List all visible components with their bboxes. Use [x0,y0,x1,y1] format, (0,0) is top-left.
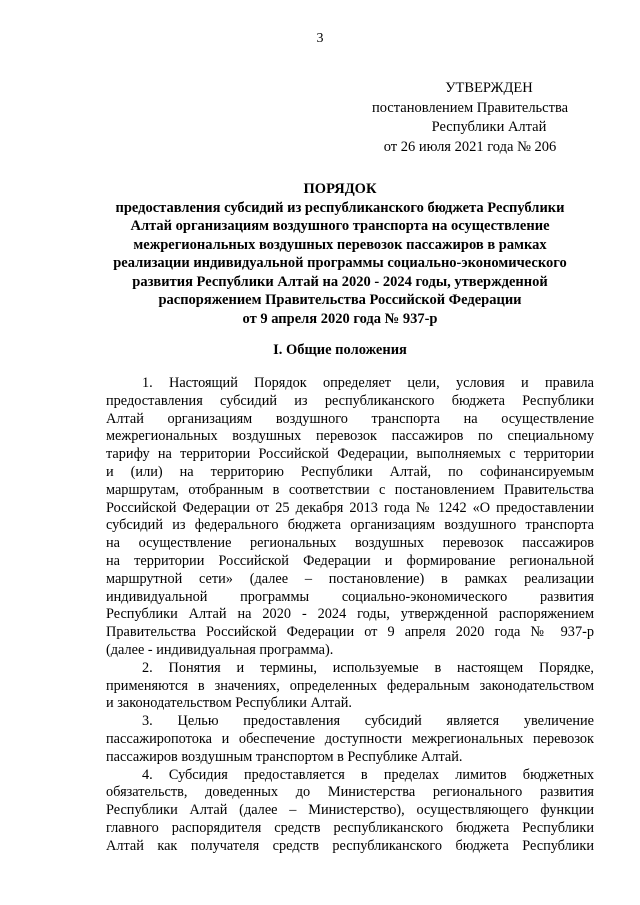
text-line: межрегиональных воздушных перевозок пассажиров по специальному [106,428,594,445]
approval-line-3: от 26 июля 2021 года № 206 [383,138,557,155]
title-line: развития Республики Алтай на 2020 - 2024 годы, утвержденной [132,273,548,290]
text-line: на территории Российской Федерации и формирование региональной [106,552,594,569]
text-line: тарифу на территории Российской Федерации, выполняемых с территории [106,446,594,463]
title-line: Алтай организациям воздушного транспорта на осуществление [130,218,550,234]
title-line: реализации индивидуальной программы социально-экономического [113,255,567,271]
approval-stamp-block [340,79,600,157]
text-line: Республики Алтай (далее – Министерство), осуществляющего функции [106,802,594,819]
approval-status: УТВЕРЖДЕН [445,80,533,96]
text-line: 2. Понятия и термины, используемые в настоящем Порядке, [142,659,594,676]
text-line: маршрутам, отобранным в соответствии с постановлением Правительства [106,481,594,498]
text-line: (далее - индивидуальная программа). [106,641,334,658]
text-line: Алтай как получателя средств республиканского бюджета Республики [106,837,594,854]
title-line: межрегиональных воздушных перевозок пассажиров в рамках [133,236,547,253]
paragraph-2 [106,660,594,713]
text-line: и законодательством Республики Алтай. [106,695,352,712]
paragraph-4 [106,767,594,856]
text-line: субсидий из федерального бюджета организациям воздушного транспорта [106,517,594,534]
text-line: и (или) на территорию Республики Алтай, по софинансируемым [106,463,594,480]
body-text [106,375,594,856]
text-line: пассажиров воздушным транспортом в Республике Алтай. [106,748,463,765]
title-line: распоряжением Правительства Российской Федерации [158,292,522,308]
text-line: 4. Субсидия предоставляется в пределах лимитов бюджетных [142,766,594,783]
approval-line-2: Республики Алтай [431,119,547,135]
paragraph-1 [106,375,594,660]
title-line: предоставления субсидий из республиканского бюджета Республики [115,199,565,216]
text-line: пассажиропотока и обеспечение доступности межрегиональных перевозок [106,730,594,747]
page-number: 3 [316,31,324,46]
text-line: Правительства Российской Федерации от 9 апреля 2020 года № 937-р [106,624,594,641]
text-line: главного распорядителя средств республиканского бюджета Республики [106,819,594,836]
text-line: на осуществление региональных воздушных перевозок пассажиров [106,535,594,552]
text-line: применяются в значениях, определенных федеральным законодательством [106,677,594,694]
text-line: обязательств, доведенных до Министерства регионального развития [106,784,594,801]
title-line: от 9 апреля 2020 года № 937-р [242,310,438,327]
approval-line-1: постановлением Правительства [371,99,569,116]
document-title [70,180,610,328]
title-word: ПОРЯДОК [303,181,377,197]
text-line: 3. Целью предоставления субсидий является увеличение [142,713,594,730]
text-line: Республики Алтай на 2020 - 2024 годы, утвержденной распоряжением [106,606,594,623]
paragraph-3 [106,713,594,766]
section-heading: I. Общие положения [273,342,407,358]
text-line: Российской Федерации от 25 декабря 2013 года № 1242 «О предоставлении [106,499,594,516]
text-line: Алтай организациям воздушного транспорта на осуществление [106,410,594,427]
text-line: 1. Настоящий Порядок определяет цели, условия и правила [142,375,594,391]
text-line: индивидуальной программы социально-экономического развития [106,588,594,605]
text-line: предоставления субсидий из республиканского бюджета Республики [106,392,594,409]
text-line: маршрутной сети» (далее – постановление) в рамках реализации [106,570,594,587]
